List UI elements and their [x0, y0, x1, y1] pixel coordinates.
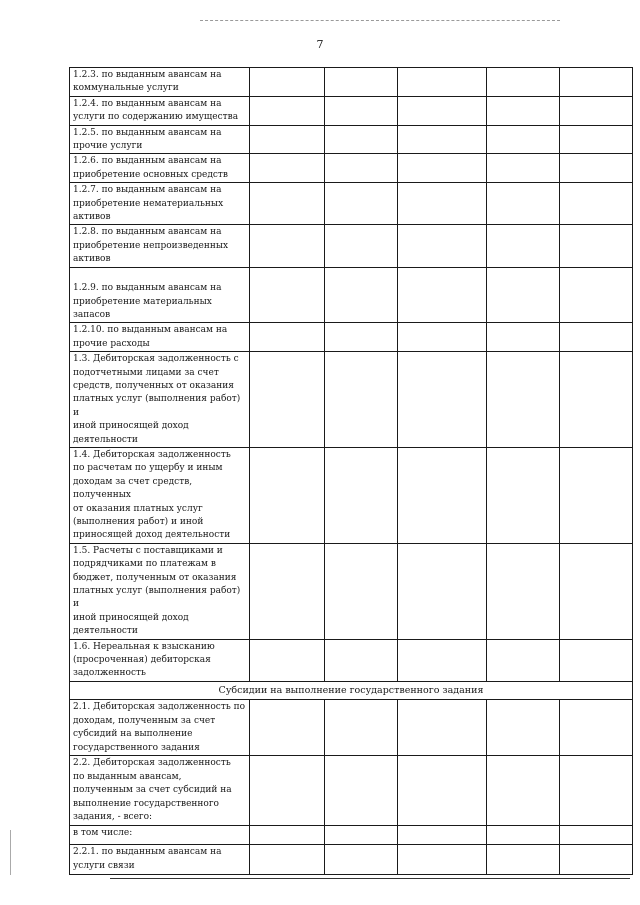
value-cell — [487, 447, 560, 543]
value-cell — [560, 352, 633, 448]
value-cell — [325, 845, 398, 875]
value-cell — [560, 543, 633, 639]
value-cell — [560, 323, 633, 352]
value-cell — [325, 447, 398, 543]
row-label: 1.2.6. по выданным авансам на приобретение основных средств — [70, 154, 250, 183]
section-title: Субсидии на выполнение государственного задания — [70, 681, 633, 699]
row-label: 2.2. Дебиторская задолженность по выданным авансам, полученным за счет субсидий на выполнение государственного задания, - всего: — [70, 756, 250, 826]
table-row — [70, 183, 633, 225]
value-cell — [325, 323, 398, 352]
value-cell — [487, 700, 560, 756]
value-cell — [398, 267, 487, 323]
value-cell — [325, 96, 398, 125]
row-label: 1.2.7. по выданным авансам на приобретение нематериальных активов — [70, 183, 250, 225]
value-cell — [398, 700, 487, 756]
value-cell — [560, 154, 633, 183]
value-cell — [487, 845, 560, 875]
row-label: в том числе: — [70, 826, 250, 845]
value-cell — [560, 845, 633, 875]
table-row — [70, 352, 633, 448]
row-label: 1.2.9. по выданным авансам на приобретение материальных запасов — [70, 267, 250, 323]
value-cell — [487, 352, 560, 448]
value-cell — [560, 96, 633, 125]
value-cell — [325, 826, 398, 845]
value-cell — [398, 225, 487, 267]
value-cell — [325, 543, 398, 639]
value-cell — [250, 267, 325, 323]
value-cell — [560, 756, 633, 826]
value-cell — [560, 447, 633, 543]
value-cell — [487, 267, 560, 323]
value-cell — [560, 183, 633, 225]
value-cell — [487, 154, 560, 183]
row-label: 2.1. Дебиторская задолженность по доходам, полученным за счет субсидий на выполнение государственного задания — [70, 700, 250, 756]
value-cell — [250, 125, 325, 154]
row-label: 2.2.1. по выданным авансам на услуги связи — [70, 845, 250, 875]
value-cell — [398, 447, 487, 543]
value-cell — [250, 756, 325, 826]
value-cell — [250, 543, 325, 639]
table-row — [70, 225, 633, 267]
scan-artifact-top — [200, 20, 560, 21]
value-cell — [325, 225, 398, 267]
value-cell — [487, 543, 560, 639]
row-label: 1.6. Нереальная к взысканию (просроченная) дебиторская задолженность — [70, 639, 250, 681]
table-row — [70, 323, 633, 352]
value-cell — [250, 68, 325, 97]
value-cell — [250, 700, 325, 756]
value-cell — [250, 826, 325, 845]
value-cell — [250, 447, 325, 543]
value-cell — [487, 826, 560, 845]
table-row — [70, 639, 633, 681]
value-cell — [398, 125, 487, 154]
value-cell — [398, 543, 487, 639]
row-label: 1.2.8. по выданным авансам на приобретение непроизведенных активов — [70, 225, 250, 267]
value-cell — [325, 154, 398, 183]
value-cell — [560, 639, 633, 681]
value-cell — [398, 323, 487, 352]
value-cell — [487, 68, 560, 97]
row-label: 1.4. Дебиторская задолженность по расчетам по ущербу и иным доходам за счет средств, полученных от оказания платных услуг (выполнения работ) и иной приносящей доход деятельности — [70, 447, 250, 543]
value-cell — [325, 267, 398, 323]
value-cell — [325, 756, 398, 826]
row-label: 1.3. Дебиторская задолженность с подотчетными лицами за счет средств, полученных от оказания платных услуг (выполнения работ) и иной приносящей доход деятельности — [70, 352, 250, 448]
value-cell — [487, 96, 560, 125]
value-cell — [560, 225, 633, 267]
scan-artifact-bottom — [110, 878, 630, 879]
row-label: 1.2.3. по выданным авансам на коммунальные услуги — [70, 68, 250, 97]
table-row — [70, 154, 633, 183]
table-row — [70, 756, 633, 826]
table-row — [70, 96, 633, 125]
value-cell — [250, 183, 325, 225]
value-cell — [250, 96, 325, 125]
page-number: 7 — [316, 38, 324, 51]
row-label: 1.5. Расчеты с поставщиками и подрядчиками по платежам в бюджет, полученным от оказания платных услуг (выполнения работ) и иной приносящей доход деятельности — [70, 543, 250, 639]
value-cell — [398, 639, 487, 681]
scan-artifact-margin — [10, 830, 11, 875]
receivables-table — [69, 67, 633, 875]
value-cell — [250, 225, 325, 267]
value-cell — [398, 68, 487, 97]
value-cell — [325, 352, 398, 448]
value-cell — [487, 323, 560, 352]
row-label: 1.2.5. по выданным авансам на прочие услуги — [70, 125, 250, 154]
value-cell — [325, 639, 398, 681]
value-cell — [560, 68, 633, 97]
value-cell — [487, 125, 560, 154]
value-cell — [398, 154, 487, 183]
value-cell — [398, 845, 487, 875]
value-cell — [325, 125, 398, 154]
value-cell — [250, 639, 325, 681]
table-row — [70, 267, 633, 323]
table-row — [70, 68, 633, 97]
value-cell — [487, 756, 560, 826]
value-cell — [398, 826, 487, 845]
value-cell — [250, 154, 325, 183]
table-row — [70, 447, 633, 543]
value-cell — [487, 183, 560, 225]
table-row — [70, 700, 633, 756]
table-row — [70, 826, 633, 845]
row-label: 1.2.4. по выданным авансам на услуги по содержанию имущества — [70, 96, 250, 125]
table-row — [70, 543, 633, 639]
value-cell — [560, 700, 633, 756]
section-header-row — [70, 681, 633, 699]
table-row — [70, 845, 633, 875]
value-cell — [325, 183, 398, 225]
value-cell — [487, 639, 560, 681]
value-cell — [560, 826, 633, 845]
value-cell — [487, 225, 560, 267]
value-cell — [250, 352, 325, 448]
value-cell — [398, 756, 487, 826]
row-label: 1.2.10. по выданным авансам на прочие расходы — [70, 323, 250, 352]
value-cell — [560, 267, 633, 323]
value-cell — [398, 352, 487, 448]
value-cell — [250, 845, 325, 875]
value-cell — [325, 700, 398, 756]
value-cell — [560, 125, 633, 154]
value-cell — [398, 96, 487, 125]
table-row — [70, 125, 633, 154]
value-cell — [325, 68, 398, 97]
value-cell — [250, 323, 325, 352]
value-cell — [398, 183, 487, 225]
